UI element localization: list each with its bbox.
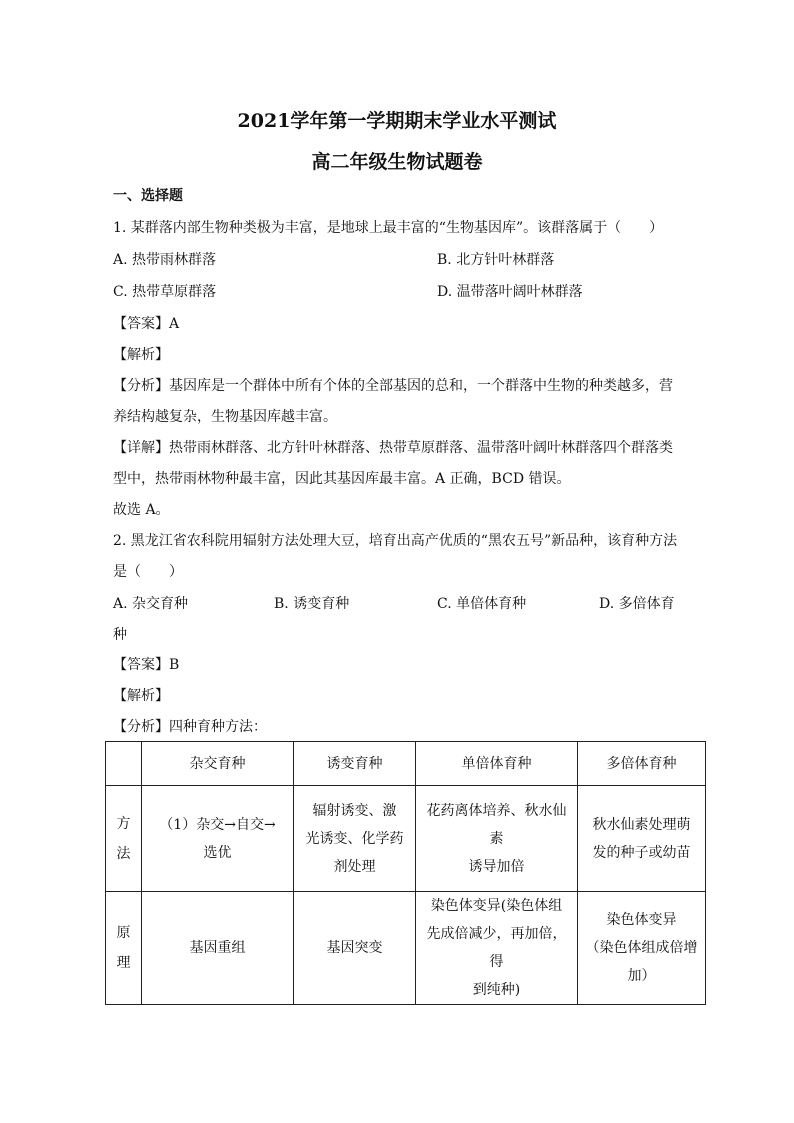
q1-xiangjie-text-1: 热带雨林群落、北方针叶林群落、热带草原群落、温带落叶阔叶林群落四个群落类: [169, 440, 673, 456]
q2-option-a: A. 杂交育种: [113, 596, 189, 612]
table-cell: 染色体变异(染色体组 先成倍减少，再加倍，得 到纯种): [416, 892, 578, 1005]
table-cell: 基因突变: [294, 892, 416, 1005]
q1-answer-label: 【答案】: [113, 316, 169, 332]
q1-answer-value: A: [169, 316, 180, 332]
q2-answer: [113, 654, 179, 674]
q1-analysis-label: 【解析】: [113, 347, 169, 363]
q1-xiangjie-label: 【详解】: [113, 440, 169, 456]
q1-fenxi-label: 【分析】: [113, 378, 169, 394]
q1-option-a: A. 热带雨林群落: [113, 252, 217, 268]
q1-option-d: D. 温带落叶阔叶林群落: [437, 284, 583, 300]
q2-analysis-label: 【解析】: [113, 688, 169, 704]
q2-fenxi-text: 四种育种方法：: [169, 719, 267, 735]
q1-fenxi-line-1: [113, 375, 673, 395]
q2-fenxi: [113, 716, 267, 736]
table-cell: 基因重组: [142, 892, 294, 1005]
q1-answer: [113, 313, 179, 333]
q2-option-d: D. 多倍体育: [599, 596, 675, 612]
section-heading: 一、选择题: [113, 188, 183, 204]
table-cell: 花药离体培养、秋水仙素 诱导加倍: [416, 786, 578, 892]
q2-answer-label: 【答案】: [113, 657, 169, 673]
table-header-haploid: 单倍体育种: [416, 742, 578, 786]
table-cell: 辐射诱变、激 光诱变、化学药 剂处理: [294, 786, 416, 892]
table-cell: 秋水仙素处理萌 发的种子或幼苗: [578, 786, 706, 892]
table-header-corner: [106, 742, 142, 786]
q2-stem-line-2: 是（ ）: [113, 564, 183, 580]
q1-xiangjie-line-1: [113, 437, 673, 457]
q1-option-b: B. 北方针叶林群落: [437, 252, 555, 268]
row-label-method: 方 法: [106, 786, 142, 892]
q2-option-d-wrap: 种: [113, 627, 127, 643]
row-label-principle: 原 理: [106, 892, 142, 1005]
q2-fenxi-label: 【分析】: [113, 719, 169, 735]
q1-stem: 1. 某群落内部生物种类极为丰富，是地球上最丰富的“生物基因库”。该群落属于（ ）: [113, 220, 664, 236]
q2-answer-value: B: [169, 657, 180, 673]
q1-xiangjie-line-2: 型中，热带雨林物种最丰富，因此其基因库最丰富。A 正确，BCD 错误。: [113, 471, 571, 487]
exam-title: 2021学年第一学期期末学业水平测试: [237, 110, 557, 132]
q1-fenxi-text-1: 基因库是一个群体中所有个体的全部基因的总和，一个群落中生物的种类越多，营: [169, 378, 673, 394]
table-cell: 染色体变异 （染色体组成倍增 加）: [578, 892, 706, 1005]
q1-fenxi-line-2: 养结构越复杂，生物基因库越丰富。: [113, 409, 337, 425]
q1-conclusion: 故选 A。: [113, 502, 170, 518]
q2-stem-line-1: 2. 黑龙江省农科院用辐射方法处理大豆，培育出高产优质的“黑农五号”新品种，该育种方法: [113, 533, 678, 549]
table-cell: （1）杂交→自交→ 选优: [142, 786, 294, 892]
q2-option-c: C. 单倍体育种: [437, 596, 527, 612]
table-header-mutation: 诱变育种: [294, 742, 416, 786]
table-header-polyploid: 多倍体育种: [578, 742, 706, 786]
table-header-hybrid: 杂交育种: [142, 742, 294, 786]
table-row-method: [106, 786, 706, 892]
table-header-row: [106, 742, 706, 786]
breeding-methods-table: [105, 741, 706, 1005]
q1-option-c: C. 热带草原群落: [113, 284, 217, 300]
q2-option-b: B. 诱变育种: [274, 596, 350, 612]
table-row-principle: [106, 892, 706, 1005]
exam-subtitle: 高二年级生物试题卷: [311, 151, 483, 173]
